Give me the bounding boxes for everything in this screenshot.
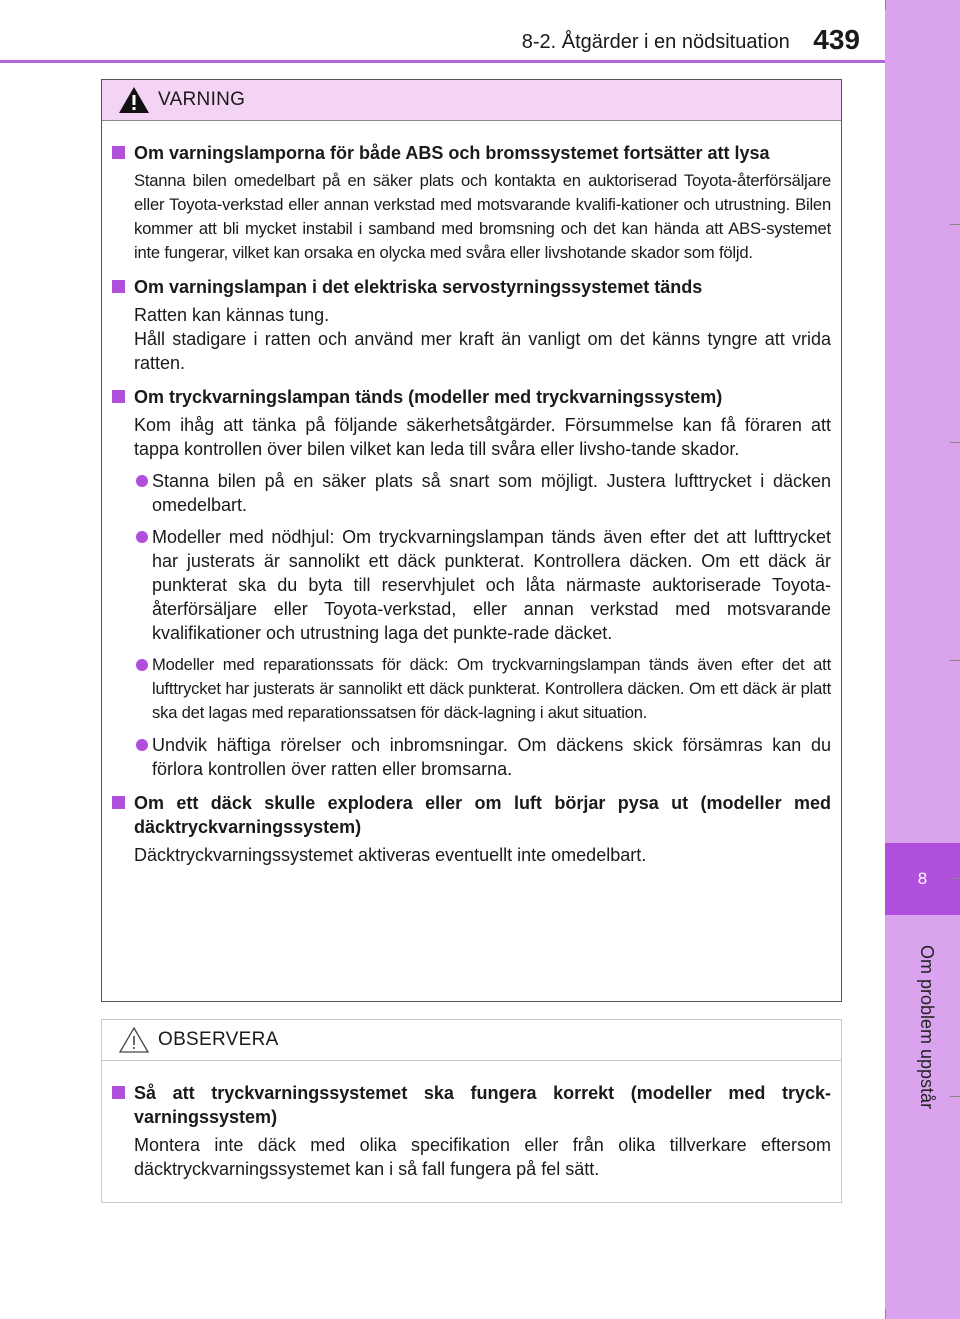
item-heading: Om varningslamporna för både ABS och bromssystemet fortsätter att lysa — [134, 143, 770, 163]
bullet-list — [134, 469, 831, 781]
warning-item — [110, 791, 831, 867]
round-bullet-icon — [136, 531, 148, 543]
item-heading: Så att tryckvarningssystemet ska fungera korrekt (modeller med tryck-varningssystem) — [134, 1083, 831, 1127]
chapter-tab: 8 — [885, 843, 960, 915]
warning-triangle-icon — [118, 86, 150, 114]
item-body: Däcktryckvarningssystemet aktiveras eventuellt inte omedelbart. — [134, 845, 647, 865]
item-body: Kom ihåg att tänka på följande säkerhetsåtgärder. Försummelse kan få föraren att tappa kontrollen över bilen vilket kan leda till svåra eller livsho-tande skador. — [134, 415, 831, 459]
warning-box — [101, 79, 842, 1002]
item-heading: Om ett däck skulle explodera eller om luft börjar pysa ut (modeller med däcktryckvarningssystem) — [134, 793, 831, 837]
note-content — [102, 1061, 841, 1181]
item-heading: Om varningslampan i det elektriska servostyrningssystemet tänds — [134, 277, 703, 297]
item-body: Stanna bilen omedelbart på en säker plats och kontakta en auktoriserad Toyota-återförsäljare eller Toyota-verkstad eller annan verkstad med motsvarande kvalifi-kationer och utrustning. Bilen kommer att bli mycket instabil i samband med bromsning och det kan hända att ABS-systemet inte fungerar, vilket kan orsaka en olycka med svåra eller livshotande skador som följd. — [134, 171, 831, 262]
item-body: Montera inte däck med olika specifikation eller från olika tillverkare eftersom däcktryckvarningssystemet kan i så fall fungera på fel sätt. — [134, 1135, 831, 1179]
list-item-text: Stanna bilen på en säker plats så snart som möjligt. Justera lufttrycket i däcken omedelbart. — [152, 471, 831, 515]
list-item-text: Modeller med nödhjul: Om tryckvarningslampan tänds även efter det att lufttrycket har justerats är sannolikt ett däck punkterat. Kontrollera däcken. Om ett däck är punkterat ska du byta till reservhjulet och låta närmaste auktoriserade Toyota-återförsäljare eller Toyota-verkstad, eller annan verkstad med motsvarande kvalifikationer och utrustning laga det punkte-rade däcket. — [152, 527, 831, 643]
warning-item — [110, 141, 831, 265]
square-bullet-icon — [112, 146, 125, 159]
note-item — [110, 1081, 831, 1181]
crop-mark — [950, 1096, 960, 1097]
caution-triangle-icon — [118, 1026, 150, 1054]
list-item — [134, 733, 831, 781]
round-bullet-icon — [136, 475, 148, 487]
body-line: Håll stadigare i ratten och använd mer kraft än vanligt om det känns tyngre att vrida ratten. — [134, 329, 831, 373]
header-rule — [0, 60, 885, 63]
warning-label: VARNING — [158, 89, 246, 110]
square-bullet-icon — [112, 280, 125, 293]
crop-mark — [885, 0, 886, 10]
list-item — [134, 525, 831, 645]
list-item — [134, 653, 831, 725]
item-heading: Om tryckvarningslampan tänds (modeller med tryckvarningssystem) — [134, 387, 723, 407]
round-bullet-icon — [136, 659, 148, 671]
item-body — [134, 303, 831, 375]
square-bullet-icon — [112, 390, 125, 403]
page-header — [0, 24, 860, 56]
page-number: 439 — [813, 24, 860, 55]
note-label: OBSERVERA — [158, 1029, 279, 1050]
note-header — [102, 1020, 841, 1061]
crop-mark — [950, 660, 960, 661]
crop-mark — [950, 878, 960, 879]
round-bullet-icon — [136, 739, 148, 751]
warning-item — [110, 275, 831, 375]
section-title: 8-2. Åtgärder i en nödsituation — [521, 31, 790, 53]
square-bullet-icon — [112, 796, 125, 809]
body-line: Ratten kan kännas tung. — [134, 305, 330, 325]
warning-header — [102, 80, 841, 121]
warning-content — [102, 121, 841, 867]
warning-item — [110, 385, 831, 781]
chapter-title — [907, 945, 937, 1005]
crop-mark — [885, 1309, 886, 1319]
chapter-side-strip — [885, 0, 960, 1319]
square-bullet-icon — [112, 1086, 125, 1099]
note-box — [101, 1019, 842, 1203]
list-item-text: Undvik häftiga rörelser och inbromsningar. Om däckens skick försämras kan du förlora kontrollen över ratten eller bromsarna. — [152, 735, 831, 779]
list-item-text: Modeller med reparationssats för däck: Om tryckvarningslampan tänds även efter det att lufttrycket har justerats är sannolikt ett däck punkterat. Kontrollera däcken. Om ett däck är platt ska det lagas med reparationssatsen för däck-lagning i akut situation. — [152, 655, 831, 722]
crop-mark — [950, 224, 960, 225]
crop-mark — [950, 442, 960, 443]
list-item — [134, 469, 831, 517]
